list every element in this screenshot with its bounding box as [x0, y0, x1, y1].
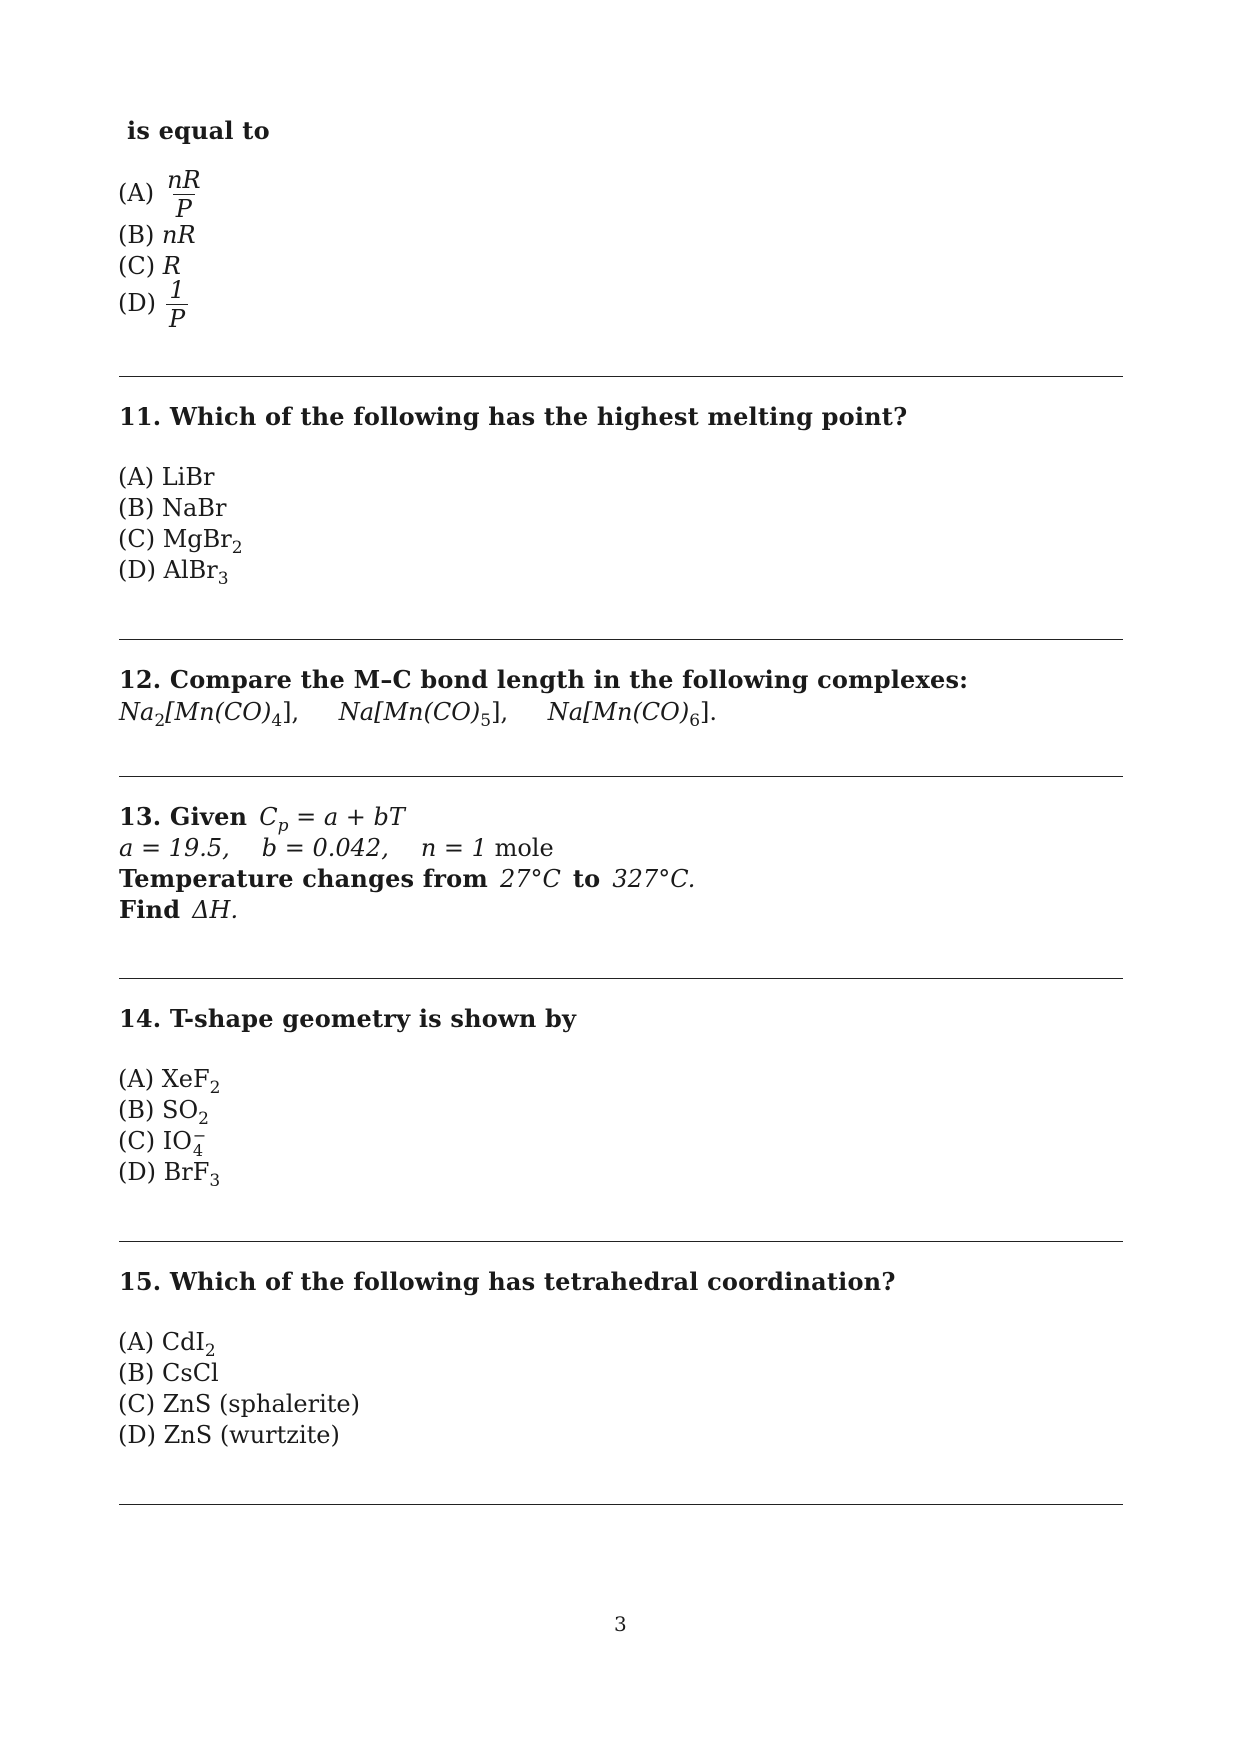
q14-option-d [118, 1157, 220, 1197]
complex-prefix: Na [119, 698, 155, 726]
cp-subscript: p [277, 815, 289, 836]
fraction-1-over-p [166, 278, 188, 331]
temperature-to: 327°C. [612, 865, 696, 893]
formula-base: XeF [161, 1065, 210, 1093]
complex-prefix-subscript: 2 [154, 710, 166, 731]
option-label: (D) [118, 289, 156, 317]
option-text: ZnS (sphalerite) [162, 1390, 360, 1418]
q15-option-c [118, 1389, 360, 1420]
question-12: 12. Compare the M–C bond length in the following complexes: [119, 665, 969, 694]
option-label: (B) [118, 221, 155, 249]
temperature-to-word: to [572, 864, 601, 893]
formula-base: CdI [161, 1328, 205, 1356]
formula-base: AlBr [163, 556, 218, 584]
fraction-denominator: P [166, 304, 188, 331]
fraction-denominator: P [173, 194, 195, 221]
complex-core: [Mn(CO) [374, 698, 481, 726]
q15-option-b [118, 1358, 219, 1389]
formula-subscript: 4 [192, 1140, 204, 1160]
q11-option-d [118, 555, 229, 595]
fraction-nr-over-p [164, 168, 204, 221]
formula-base: MgBr [162, 525, 232, 553]
formula-sub-sup [192, 1125, 207, 1160]
option-label: (C) [118, 252, 156, 280]
formula-base: IO [162, 1127, 192, 1155]
q13-constants-line [119, 834, 554, 862]
q13-find-line [119, 895, 238, 924]
fraction-numerator: nR [167, 166, 201, 194]
a-value: a = 19.5, [119, 834, 230, 862]
question-11: 11. Which of the following has the highest melting point? [119, 402, 908, 431]
formula-base: SO [162, 1096, 199, 1124]
question-13-label: 13. Given [119, 802, 248, 831]
complex-core: [Mn(CO) [583, 698, 690, 726]
complex-prefix: Na [338, 698, 375, 726]
complex-subscript: 5 [480, 710, 492, 731]
prev-option-d [118, 278, 188, 331]
complex-suffix: ], [491, 698, 509, 726]
prev-option-a [118, 168, 204, 221]
complex-suffix: ], [282, 698, 300, 726]
complex-prefix: Na [547, 698, 584, 726]
q12-complexes [119, 698, 717, 731]
option-text: R [162, 252, 181, 280]
complex-core: [Mn(CO) [165, 698, 272, 726]
prev-question-tail: is equal to [127, 116, 270, 145]
temperature-label: Temperature changes from [119, 864, 488, 893]
option-label: (B) [118, 1096, 155, 1124]
prev-option-b [118, 220, 196, 251]
q11-option-b [118, 493, 226, 524]
complex-1 [119, 698, 300, 731]
divider [119, 776, 1123, 777]
option-label: (A) [118, 179, 155, 207]
q15-option-d [118, 1420, 340, 1451]
formula-subscript: 2 [198, 1108, 209, 1129]
find-label: Find [119, 895, 181, 924]
complex-subscript: 6 [689, 710, 701, 731]
option-label: (B) [118, 494, 155, 522]
q13-given-line [119, 802, 405, 836]
formula-subscript: 2 [231, 537, 243, 558]
formula-subscript: 2 [209, 1077, 221, 1098]
option-text: LiBr [161, 463, 215, 491]
n-unit: mole [494, 834, 554, 862]
fraction-numerator: 1 [169, 276, 185, 304]
n-value: n = 1 [420, 834, 487, 862]
option-label: (C) [118, 1127, 156, 1155]
complex-3 [547, 698, 718, 731]
delta-h-expression: ΔH. [192, 896, 239, 924]
divider [119, 1504, 1123, 1505]
option-label: (A) [118, 1328, 155, 1356]
complex-subscript: 4 [271, 710, 283, 731]
formula-subscript: 3 [209, 1170, 221, 1191]
page-number: 3 [614, 1612, 627, 1636]
formula-base: BrF [163, 1158, 210, 1186]
formula-superscript: − [192, 1125, 207, 1145]
option-text: CsCl [162, 1359, 219, 1387]
complex-2 [338, 698, 509, 731]
question-14: 14. T-shape geometry is shown by [119, 1004, 577, 1033]
option-label: (A) [118, 463, 155, 491]
cp-equation: = a + bT [296, 803, 405, 831]
option-label: (A) [118, 1065, 155, 1093]
divider [119, 376, 1123, 377]
q11-option-a [118, 462, 214, 493]
q13-temperature-line [119, 864, 695, 893]
option-text: nR [162, 221, 196, 249]
b-value: b = 0.042, [261, 834, 389, 862]
divider [119, 1241, 1123, 1242]
complex-suffix: ]. [700, 698, 718, 726]
divider [119, 639, 1123, 640]
divider [119, 978, 1123, 979]
temperature-from: 27°C [499, 865, 561, 893]
option-label: (D) [118, 556, 156, 584]
question-15: 15. Which of the following has tetrahedral coordination? [119, 1267, 896, 1296]
option-text: ZnS (wurtzite) [163, 1421, 340, 1449]
option-text: NaBr [162, 494, 227, 522]
option-label: (C) [118, 1390, 156, 1418]
option-label: (C) [118, 525, 156, 553]
q14-option-c [118, 1126, 206, 1158]
cp-symbol: C [259, 803, 278, 831]
option-label: (D) [118, 1158, 156, 1186]
option-label: (B) [118, 1359, 155, 1387]
formula-subscript: 2 [204, 1340, 216, 1361]
option-label: (D) [118, 1421, 156, 1449]
formula-subscript: 3 [217, 568, 229, 589]
